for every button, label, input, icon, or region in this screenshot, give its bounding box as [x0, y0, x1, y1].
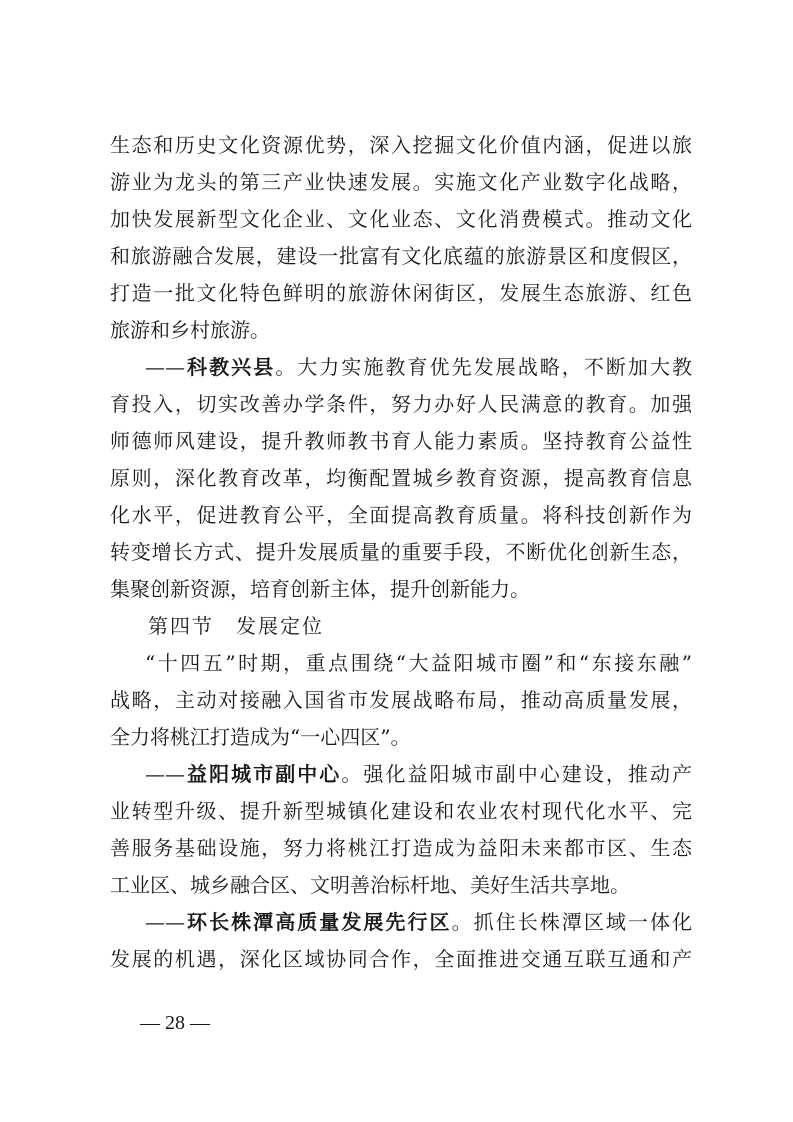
text-line: 加快发展新型文化企业、文化业态、文化消费模式。推动文化 [110, 207, 692, 231]
text-line: 师德师风建设，提升教师教书育人能力素质。坚持教育公益性 [110, 429, 692, 453]
text-span: 。抓住长株潭区域一体化 [451, 910, 693, 934]
section-heading: 第四节 发展定位 [148, 614, 324, 638]
text-line: 化水平，促进教育公平，全面提高教育质量。将科技创新作为 [110, 503, 692, 527]
text-line: 发展的机遇，深化区域协同合作，全面推进交通互联互通和产 [110, 947, 692, 971]
text-line [110, 904, 692, 941]
text-line: 育投入，切实改善办学条件，努力办好人民满意的教育。加强 [110, 392, 692, 416]
paragraph-title: 益阳城市副中心 [185, 762, 342, 786]
text-line: 战略，主动对接融入国省市发展战略布局，推动高质量发展， [110, 688, 692, 712]
dash: —— [145, 910, 185, 934]
text-line: 游业为龙头的第三产业快速发展。实施文化产业数字化战略， [110, 170, 692, 194]
text-line: 原则，深化教育改革，均衡配置城乡教育资源，提高教育信息 [110, 466, 692, 490]
paragraph-science-education [110, 349, 692, 608]
text-line: 集聚创新资源，培育创新主体，提升创新能力。 [110, 577, 530, 601]
paragraph-city-subcenter [110, 756, 692, 904]
paragraph-pilot-zone [110, 904, 692, 978]
paragraph-title: 环长株潭高质量发展先行区 [185, 910, 452, 934]
text-line: 和旅游融合发展，建设一批富有文化底蕴的旅游景区和度假区， [110, 244, 692, 268]
text-line: 善服务基础设施，努力将桃江打造成为益阳未来都市区、生态 [110, 836, 692, 860]
text-line [110, 756, 692, 793]
text-line: 打造一批文化特色鲜明的旅游休闲街区，发展生态旅游、红色 [110, 281, 692, 305]
text-line: 旅游和乡村旅游。 [110, 318, 270, 342]
text-line: 工业区、城乡融合区、文明善治标杆地、美好生活共享地。 [110, 873, 630, 897]
dash: —— [145, 355, 185, 379]
page-number: — 28 — [140, 1012, 210, 1034]
dash: —— [145, 762, 185, 786]
paragraph-title: 科教兴县 [185, 355, 276, 379]
text-span: 。大力实施教育优先发展战略，不断加大教 [275, 355, 693, 379]
text-line: 全力将桃江打造成为“一心四区”。 [110, 725, 411, 749]
paragraph-culture-tourism [110, 127, 692, 349]
text-line: 生态和历史文化资源优势，深入挖掘文化价值内涵，促进以旅 [110, 133, 692, 157]
text-line [110, 349, 692, 386]
text-line: 转变增长方式、提升发展质量的重要手段，不断优化创新生态， [110, 540, 692, 564]
text-line: 业转型升级、提升新型城镇化建设和农业农村现代化水平、完 [110, 799, 692, 823]
text-span: 。强化益阳城市副中心建设，推动产 [341, 762, 693, 786]
text-line: “十四五”时期，重点围绕“大益阳城市圈”和“东接东融” [145, 651, 692, 675]
paragraph-positioning-intro [110, 645, 692, 756]
document-body [110, 127, 692, 978]
